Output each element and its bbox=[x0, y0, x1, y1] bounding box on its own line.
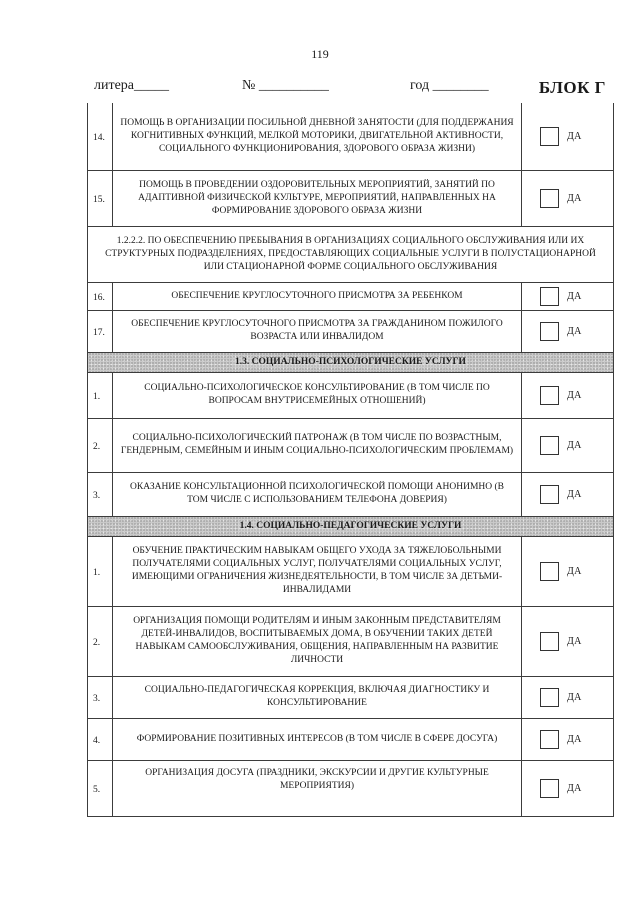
yes-label: ДА bbox=[567, 192, 582, 204]
row-number: 17. bbox=[88, 310, 113, 352]
table-row bbox=[88, 418, 614, 472]
yes-checkbox[interactable] bbox=[540, 730, 559, 749]
answer-cell bbox=[522, 760, 614, 816]
yes-label: ДА bbox=[567, 782, 582, 794]
services-table bbox=[87, 103, 614, 817]
table-row bbox=[88, 536, 614, 606]
service-text: ФОРМИРОВАНИЕ ПОЗИТИВНЫХ ИНТЕРЕСОВ (В ТОМ ЧИСЛЕ В СФЕРЕ ДОСУГА) bbox=[113, 718, 522, 760]
yes-checkbox[interactable] bbox=[540, 632, 559, 651]
row-number: 4. bbox=[88, 718, 113, 760]
service-text: СОЦИАЛЬНО-ПСИХОЛОГИЧЕСКИЙ ПАТРОНАЖ (В ТОМ ЧИСЛЕ ПО ВОЗРАСТНЫМ, ГЕНДЕРНЫМ, СЕМЕЙНЫМ И ИНЫМ СОЦИАЛЬНО-ПСИХОЛОГИЧЕСКИМ ПРОБЛЕМАМ) bbox=[113, 418, 522, 472]
form-header bbox=[94, 78, 606, 96]
table-row bbox=[88, 372, 614, 418]
answer-cell bbox=[522, 718, 614, 760]
answer-cell bbox=[522, 676, 614, 718]
yes-checkbox[interactable] bbox=[540, 436, 559, 455]
table-row bbox=[88, 718, 614, 760]
answer-cell bbox=[522, 472, 614, 516]
table-row bbox=[88, 676, 614, 718]
section-heading bbox=[88, 352, 614, 372]
service-text: ОБУЧЕНИЕ ПРАКТИЧЕСКИМ НАВЫКАМ ОБЩЕГО УХОДА ЗА ТЯЖЕЛОБОЛЬНЫМИ ПОЛУЧАТЕЛЯМИ СОЦИАЛЬНЫХ УСЛУГ, ПОЛУЧАТЕЛЯМИ СОЦИАЛЬНЫХ УСЛУГ, ИМЕЮЩИМИ ОГРАНИЧЕНИЯ ЖИЗНЕДЕЯТЕЛЬНОСТИ, В ТОМ ЧИСЛЕ ЗА ДЕТЬМИ-ИНВАЛИДАМИ bbox=[113, 536, 522, 606]
table-row bbox=[88, 170, 614, 226]
section-heading bbox=[88, 516, 614, 536]
row-number: 1. bbox=[88, 536, 113, 606]
row-number: 16. bbox=[88, 282, 113, 310]
litera-field[interactable] bbox=[94, 78, 169, 94]
section-title: 1.3. СОЦИАЛЬНО-ПСИХОЛОГИЧЕСКИЕ УСЛУГИ bbox=[235, 356, 466, 367]
page-number: 119 bbox=[311, 47, 329, 61]
yes-checkbox[interactable] bbox=[540, 779, 559, 798]
row-number: 15. bbox=[88, 170, 113, 226]
yes-checkbox[interactable] bbox=[540, 189, 559, 208]
yes-checkbox[interactable] bbox=[540, 688, 559, 707]
yes-label: ДА bbox=[567, 635, 582, 647]
table-row bbox=[88, 310, 614, 352]
number-field[interactable] bbox=[242, 78, 329, 94]
section-row bbox=[88, 516, 614, 536]
section-title: 1.4. СОЦИАЛЬНО-ПЕДАГОГИЧЕСКИЕ УСЛУГИ bbox=[239, 520, 462, 531]
yes-checkbox[interactable] bbox=[540, 322, 559, 341]
yes-label: ДА bbox=[567, 565, 582, 577]
service-text: СОЦИАЛЬНО-ПЕДАГОГИЧЕСКАЯ КОРРЕКЦИЯ, ВКЛЮЧАЯ ДИАГНОСТИКУ И КОНСУЛЬТИРОВАНИЕ bbox=[113, 676, 522, 718]
number-blank[interactable]: __________ bbox=[258, 78, 329, 93]
table-row bbox=[88, 606, 614, 676]
table-row bbox=[88, 282, 614, 310]
litera-label: литера bbox=[94, 78, 135, 93]
yes-checkbox[interactable] bbox=[540, 127, 559, 146]
subsection-heading: 1.2.2.2. ПО ОБЕСПЕЧЕНИЮ ПРЕБЫВАНИЯ В ОРГАНИЗАЦИЯХ СОЦИАЛЬНОГО ОБСЛУЖИВАНИЯ ИЛИ ИХ СТРУКТУРНЫХ ПОДРАЗДЕЛЕНИЯХ, ПРЕДОСТАВЛЯЮЩИХ СОЦИАЛЬНЫЕ УСЛУГИ В ПОЛУСТАЦИОНАРНОЙ ИЛИ СТАЦИОНАРНОЙ ФОРМЕ СОЦИАЛЬНОГО ОБСЛУЖИВАНИЯ bbox=[88, 226, 614, 282]
row-number: 2. bbox=[88, 606, 113, 676]
yes-label: ДА bbox=[567, 290, 582, 302]
row-number: 3. bbox=[88, 676, 113, 718]
row-number: 1. bbox=[88, 372, 113, 418]
yes-checkbox[interactable] bbox=[540, 485, 559, 504]
answer-cell bbox=[522, 536, 614, 606]
yes-label: ДА bbox=[567, 130, 582, 142]
service-text: ОБЕСПЕЧЕНИЕ КРУГЛОСУТОЧНОГО ПРИСМОТРА ЗА РЕБЕНКОМ bbox=[113, 282, 522, 310]
row-number: 3. bbox=[88, 472, 113, 516]
yes-label: ДА bbox=[567, 439, 582, 451]
yes-label: ДА bbox=[567, 488, 582, 500]
yes-label: ДА bbox=[567, 691, 582, 703]
answer-cell bbox=[522, 372, 614, 418]
yes-checkbox[interactable] bbox=[540, 562, 559, 581]
service-text: ОРГАНИЗАЦИЯ ДОСУГА (ПРАЗДНИКИ, ЭКСКУРСИИ И ДРУГИЕ КУЛЬТУРНЫЕ МЕРОПРИЯТИЯ) bbox=[113, 760, 522, 816]
table-row bbox=[88, 472, 614, 516]
answer-cell bbox=[522, 606, 614, 676]
answer-cell bbox=[522, 170, 614, 226]
block-title: БЛОК Г bbox=[538, 78, 606, 97]
yes-label: ДА bbox=[567, 389, 582, 401]
answer-cell bbox=[522, 418, 614, 472]
section-row bbox=[88, 352, 614, 372]
year-label: год bbox=[410, 78, 430, 93]
yes-checkbox[interactable] bbox=[540, 386, 559, 405]
row-number: 2. bbox=[88, 418, 113, 472]
litera-blank[interactable]: _____ bbox=[134, 78, 170, 93]
service-text: ОРГАНИЗАЦИЯ ПОМОЩИ РОДИТЕЛЯМ И ИНЫМ ЗАКОННЫМ ПРЕДСТАВИТЕЛЯМ ДЕТЕЙ-ИНВАЛИДОВ, ВОСПИТЫВАЕМЫХ ДОМА, В ОБУЧЕНИИ ТАКИХ ДЕТЕЙ НАВЫКАМ САМООБСЛУЖИВАНИЯ, ОБЩЕНИЯ, НАПРАВЛЕННЫМ НА РАЗВИТИЕ ЛИЧНОСТИ bbox=[113, 606, 522, 676]
service-text: ОКАЗАНИЕ КОНСУЛЬТАЦИОННОЙ ПСИХОЛОГИЧЕСКОЙ ПОМОЩИ АНОНИМНО (В ТОМ ЧИСЛЕ С ИСПОЛЬЗОВАНИЕМ ТЕЛЕФОНА ДОВЕРИЯ) bbox=[113, 472, 522, 516]
table-row bbox=[88, 103, 614, 170]
yes-label: ДА bbox=[567, 325, 582, 337]
service-text: ОБЕСПЕЧЕНИЕ КРУГЛОСУТОЧНОГО ПРИСМОТРА ЗА ГРАЖДАНИНОМ ПОЖИЛОГО ВОЗРАСТА ИЛИ ИНВАЛИДОМ bbox=[113, 310, 522, 352]
number-label: № bbox=[242, 78, 256, 93]
row-number: 14. bbox=[88, 103, 113, 170]
service-text: ПОМОЩЬ В ОРГАНИЗАЦИИ ПОСИЛЬНОЙ ДНЕВНОЙ ЗАНЯТОСТИ (ДЛЯ ПОДДЕРЖАНИЯ КОГНИТИВНЫХ ФУНКЦИЙ, МЕЛКОЙ МОТОРИКИ, ДВИГАТЕЛЬНОЙ АКТИВНОСТИ, СОЦИАЛЬНОГО ФУНКЦИОНИРОВАНИЯ, ЗДОРОВОГО ОБРАЗА ЖИЗНИ) bbox=[113, 103, 522, 170]
service-text: СОЦИАЛЬНО-ПСИХОЛОГИЧЕСКОЕ КОНСУЛЬТИРОВАНИЕ (В ТОМ ЧИСЛЕ ПО ВОПРОСАМ ВНУТРИСЕМЕЙНЫХ ОТНОШЕНИЙ) bbox=[113, 372, 522, 418]
year-blank[interactable]: ________ bbox=[432, 78, 489, 93]
service-text: ПОМОЩЬ В ПРОВЕДЕНИИ ОЗДОРОВИТЕЛЬНЫХ МЕРОПРИЯТИЙ, ЗАНЯТИЙ ПО АДАПТИВНОЙ ФИЗИЧЕСКОЙ КУЛЬТУРЕ, МЕРОПРИЯТИЙ, НАПРАВЛЕННЫХ НА ФОРМИРОВАНИЕ ЗДОРОВОГО ОБРАЗА ЖИЗНИ bbox=[113, 170, 522, 226]
subsection-row bbox=[88, 226, 614, 282]
answer-cell bbox=[522, 103, 614, 170]
answer-cell bbox=[522, 310, 614, 352]
answer-cell bbox=[522, 282, 614, 310]
row-number: 5. bbox=[88, 760, 113, 816]
table-row bbox=[88, 760, 614, 816]
yes-checkbox[interactable] bbox=[540, 287, 559, 306]
yes-label: ДА bbox=[567, 733, 582, 745]
year-field[interactable] bbox=[410, 78, 489, 94]
